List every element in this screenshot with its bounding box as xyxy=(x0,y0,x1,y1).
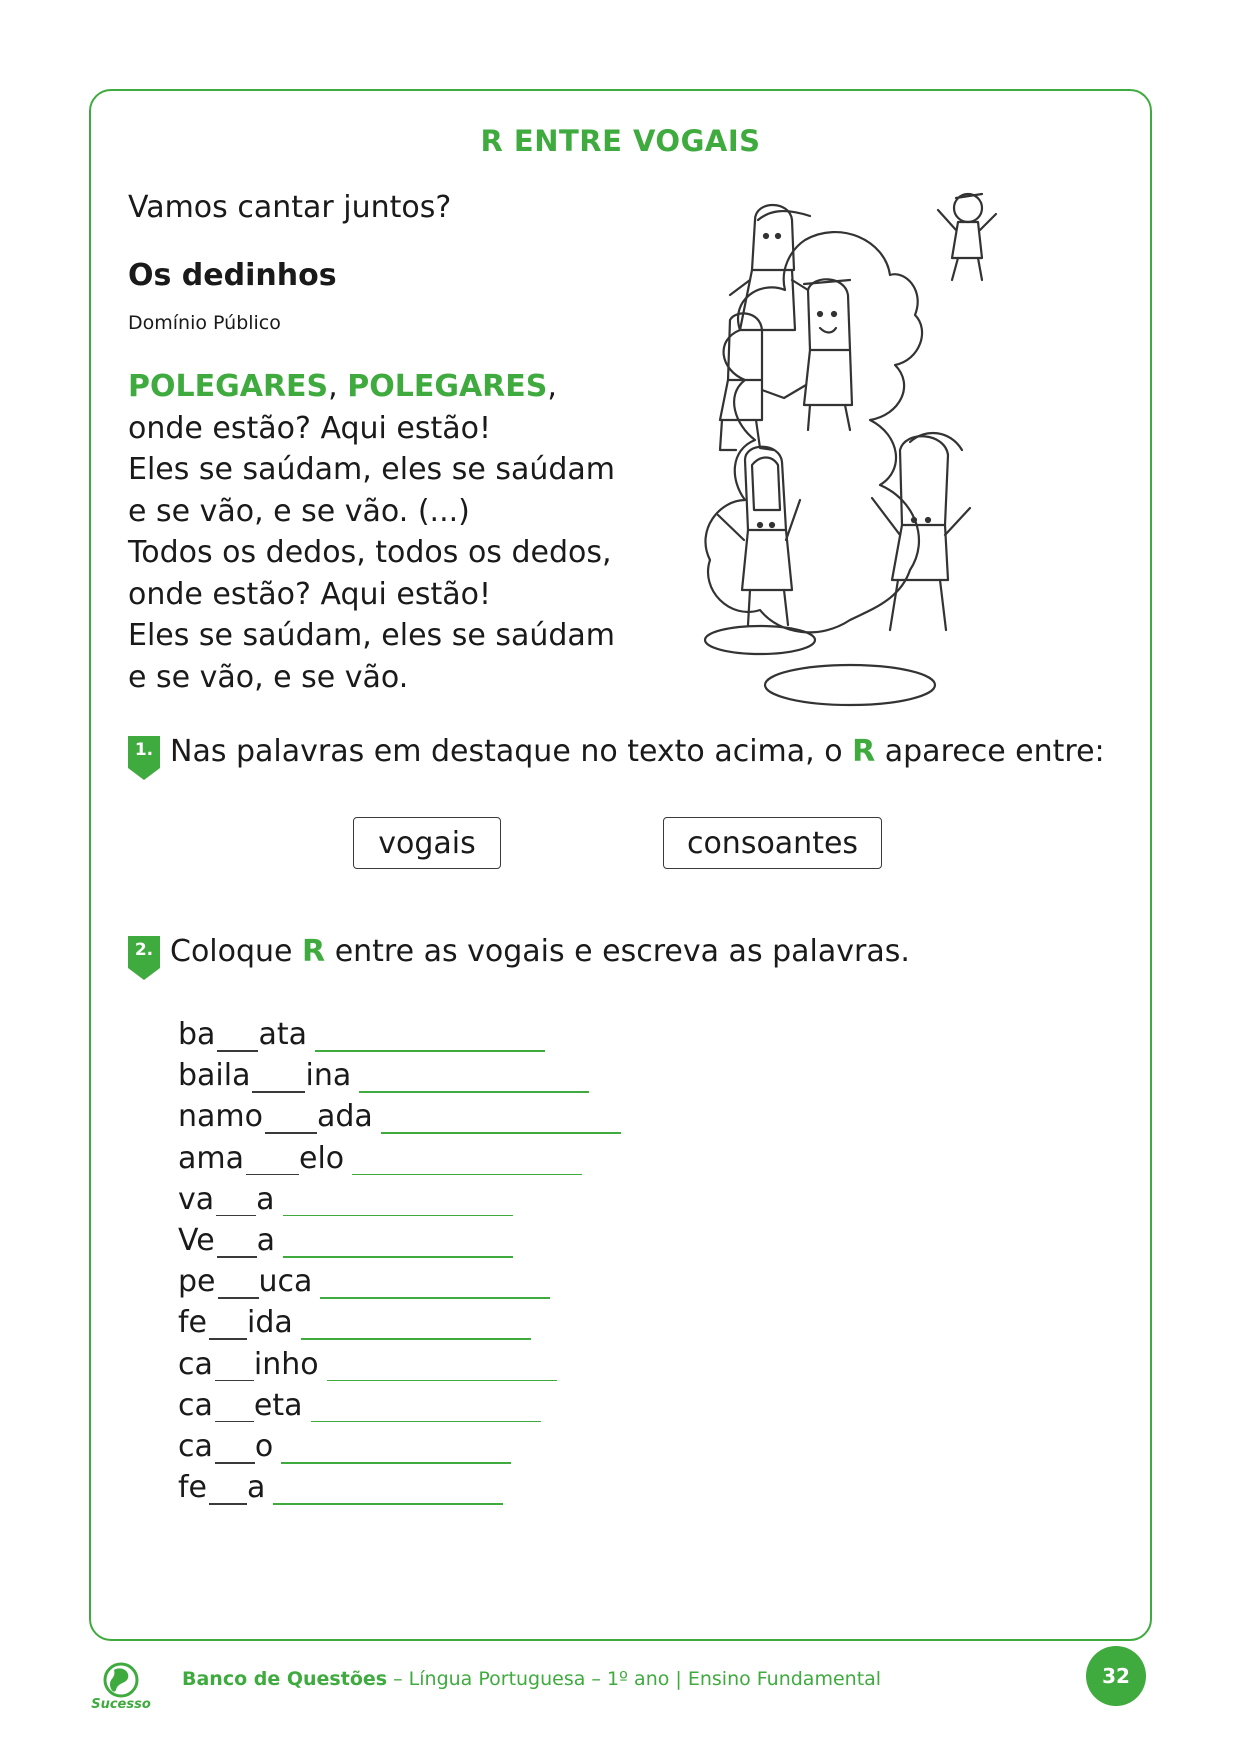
poem-line: onde estão? Aqui estão! xyxy=(128,576,491,612)
answer-line[interactable] xyxy=(315,1050,545,1052)
word-prefix: fe xyxy=(178,1305,208,1341)
poem-line-1: POLEGARES, POLEGARES, xyxy=(128,369,557,404)
word-prefix: ba xyxy=(178,1017,216,1052)
highlight-letter: R xyxy=(852,734,876,769)
word-suffix: o xyxy=(254,1429,274,1464)
letter-blank[interactable] xyxy=(215,1421,254,1423)
answer-line[interactable] xyxy=(283,1215,513,1217)
letter-blank[interactable] xyxy=(265,1132,317,1134)
word-row xyxy=(178,1470,508,1516)
word-prefix: va xyxy=(178,1181,215,1217)
letter-blank[interactable] xyxy=(217,1256,257,1258)
poem-line: e se vão, e se vão. (...) xyxy=(128,493,470,529)
letter-blank[interactable] xyxy=(218,1297,259,1299)
option-vogais[interactable]: vogais xyxy=(353,817,501,869)
word-row xyxy=(178,1099,568,1145)
highlight-word: POLEGARES xyxy=(347,369,548,404)
letter-blank[interactable] xyxy=(252,1091,305,1093)
word-suffix: ada xyxy=(316,1099,373,1135)
page-number: 32 xyxy=(1086,1646,1146,1706)
page-title: R ENTRE VOGAIS xyxy=(480,124,761,158)
poem-text xyxy=(128,366,615,698)
question-number: 1. xyxy=(134,740,154,760)
word-suffix: elo xyxy=(299,1140,345,1176)
word-suffix: ina xyxy=(305,1058,352,1094)
word-suffix: uca xyxy=(258,1264,313,1300)
highlight-letter: R xyxy=(302,934,326,969)
word-prefix: ama xyxy=(178,1140,244,1176)
word-prefix: namo xyxy=(178,1099,263,1135)
word-row xyxy=(178,1264,536,1310)
answer-line[interactable] xyxy=(273,1503,503,1505)
poem-line: Eles se saúdam, eles se saúdam xyxy=(128,618,616,653)
highlight-word: POLEGARES xyxy=(128,369,329,404)
answer-line[interactable] xyxy=(327,1380,557,1382)
question-text: Nas palavras em destaque no texto acima, o R aparece entre: xyxy=(170,734,1105,769)
word-row xyxy=(178,1429,508,1475)
word-prefix: Ve xyxy=(178,1223,215,1258)
question-number: 2. xyxy=(134,940,154,960)
logo-text: Sucesso xyxy=(91,1697,151,1712)
word-prefix: pe xyxy=(178,1264,216,1300)
word-prefix: ca xyxy=(178,1346,213,1382)
word-row xyxy=(178,1223,508,1269)
word-row xyxy=(178,1017,518,1063)
question-text: Coloque R entre as vogais e escreva as palavras. xyxy=(170,934,910,969)
poem-line: Todos os dedos, todos os dedos, xyxy=(128,535,612,570)
word-prefix: fe xyxy=(178,1470,208,1506)
word-row xyxy=(178,1347,536,1393)
letter-blank[interactable] xyxy=(215,1462,255,1464)
answer-line[interactable] xyxy=(352,1174,582,1176)
answer-line[interactable] xyxy=(301,1338,531,1340)
word-suffix: ida xyxy=(247,1305,293,1341)
answer-line[interactable] xyxy=(281,1462,511,1464)
option-consoantes[interactable]: consoantes xyxy=(663,817,882,869)
fingers-illustration xyxy=(700,180,1020,720)
answer-line[interactable] xyxy=(320,1297,550,1299)
poem-line: e se vão, e se vão. xyxy=(128,659,409,695)
letter-blank[interactable] xyxy=(246,1174,299,1176)
word-suffix: eta xyxy=(253,1387,303,1423)
answer-line[interactable] xyxy=(283,1256,513,1258)
letter-blank[interactable] xyxy=(209,1503,247,1505)
letter-blank[interactable] xyxy=(216,1215,256,1217)
word-prefix: ca xyxy=(178,1429,213,1464)
poem-author: Domínio Público xyxy=(128,312,281,334)
word-row xyxy=(178,1305,508,1351)
word-suffix: a xyxy=(247,1470,266,1506)
word-row xyxy=(178,1388,522,1434)
word-row xyxy=(178,1058,543,1104)
word-suffix: a xyxy=(256,1223,276,1258)
poem-line: Eles se saúdam, eles se saúdam xyxy=(128,452,616,487)
answer-line[interactable] xyxy=(381,1132,621,1134)
word-prefix: ca xyxy=(178,1387,213,1423)
poem-line: onde estão? Aqui estão! xyxy=(128,410,491,446)
word-suffix: a xyxy=(256,1181,275,1217)
answer-line[interactable] xyxy=(359,1091,589,1093)
poem-title: Os dedinhos xyxy=(128,258,337,293)
footer-text: Banco de Questões – Língua Portuguesa – 1º ano | Ensino Fundamental xyxy=(182,1668,882,1690)
letter-blank[interactable] xyxy=(209,1338,247,1340)
letter-blank[interactable] xyxy=(217,1050,258,1052)
answer-line[interactable] xyxy=(311,1421,541,1423)
word-prefix: baila xyxy=(178,1058,251,1094)
letter-blank[interactable] xyxy=(215,1380,254,1382)
word-suffix: inho xyxy=(253,1346,319,1382)
word-row xyxy=(178,1141,543,1187)
word-suffix: ata xyxy=(258,1017,307,1052)
intro-text: Vamos cantar juntos? xyxy=(128,190,452,225)
word-row xyxy=(178,1182,508,1228)
